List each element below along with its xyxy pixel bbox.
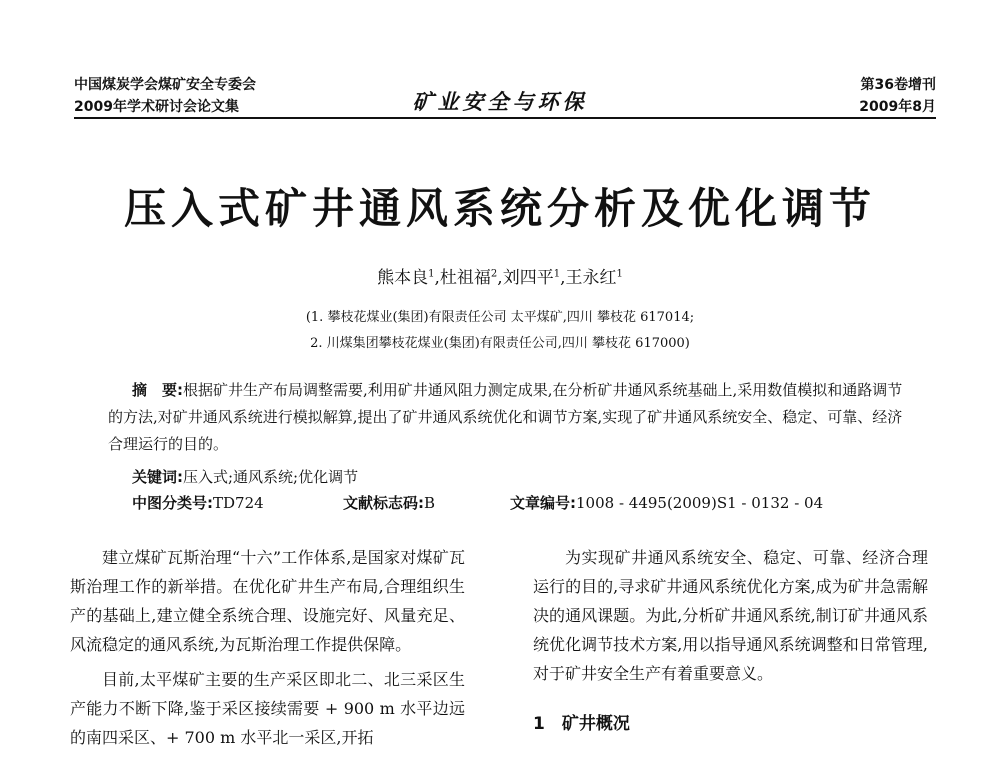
clc-value: TD724 [213,494,264,512]
volume-info: 第36卷增刊 [860,77,936,93]
clc-label: 中图分类号: [132,494,213,512]
journal-organizer: 中国煤炭学会煤矿安全专委会 [74,77,256,93]
author: 杜祖福 [439,268,491,288]
body-paragraph: 建立煤矿瓦斯治理“十六”工作体系,是国家对煤矿瓦斯治理工作的新举措。在优化矿井生产布局,合理组织生产的基础上,建立健全系统合理、设施完好、风量充足、风流稳定的通风系统,为瓦斯治理工作提供保障。 [70,548,465,654]
body-column-right [533,543,928,739]
author: 刘四平 [502,268,554,288]
author-affil-mark: 1 [553,268,561,280]
author-affil-mark: 2 [490,268,498,280]
article-no-value: 1008 - 4495(2009)S1 - 0132 - 04 [576,494,824,512]
header-rule [74,117,936,119]
doc-code-label: 文献标志码: [343,494,424,512]
clc-number [132,492,264,513]
abstract [108,377,908,458]
author: 熊本良 [377,268,429,288]
author-affil-mark: 1 [428,268,435,280]
section-heading: 1 矿井概况 [533,714,630,734]
journal-title: 矿业安全与环保 [412,89,588,114]
article-no-label: 文章编号: [510,494,576,512]
document-code [343,492,435,513]
keywords-label: 关键词: [132,468,183,486]
issue-date: 2009年8月 [859,99,936,115]
affiliation-1: (1. 攀枝花煤业(集团)有限责任公司 太平煤矿,四川 攀枝花 617014; [305,310,695,325]
keywords-text: 压入式;通风系统;优化调节 [183,468,359,486]
affiliation-2: 2. 川煤集团攀枝花煤业(集团)有限责任公司,四川 攀枝花 617000) [310,336,690,351]
proceedings-name: 2009年学术研讨会论文集 [74,99,239,115]
article-number [510,492,823,513]
abstract-text: 根据矿井生产布局调整需要,利用矿井通风阻力测定成果,在分析矿井通风系统基础上,采用数值模拟和通路调节的方法,对矿井通风系统进行模拟解算,提出了矿井通风系统优化和调节方案,实现了矿井通风系统安全、稳定、可靠、经济合理运行的目的。 [108,381,903,453]
paper-title: 压入式矿井通风系统分析及优化调节 [123,184,876,233]
body-column-left [70,543,465,752]
author-affil-mark: 1 [616,268,623,280]
author-list: 熊本良$^1$,杜祖福$^2$,刘四平$^1$,王永红$^1$ [377,268,623,288]
keywords [132,466,358,487]
body-paragraph: 为实现矿井通风系统安全、稳定、可靠、经济合理运行的目的,寻求矿井通风系统优化方案,成为矿井急需解决的通风课题。为此,分析矿井通风系统,制订矿井通风系统优化调节技术方案,用以指导通风系统调整和日常管理,对于矿井安全生产有着重要意义。 [533,548,928,683]
abstract-label: 摘 要: [132,381,183,399]
doc-code-value: B [424,494,436,512]
body-paragraph: 目前,太平煤矿主要的生产采区即北二、北三采区生产能力不断下降,鉴于采区接续需要 + 900 m 水平边远的南四采区、+ 700 m 水平北一采区,开拓 [70,670,465,747]
author: 王永红 [565,268,617,288]
